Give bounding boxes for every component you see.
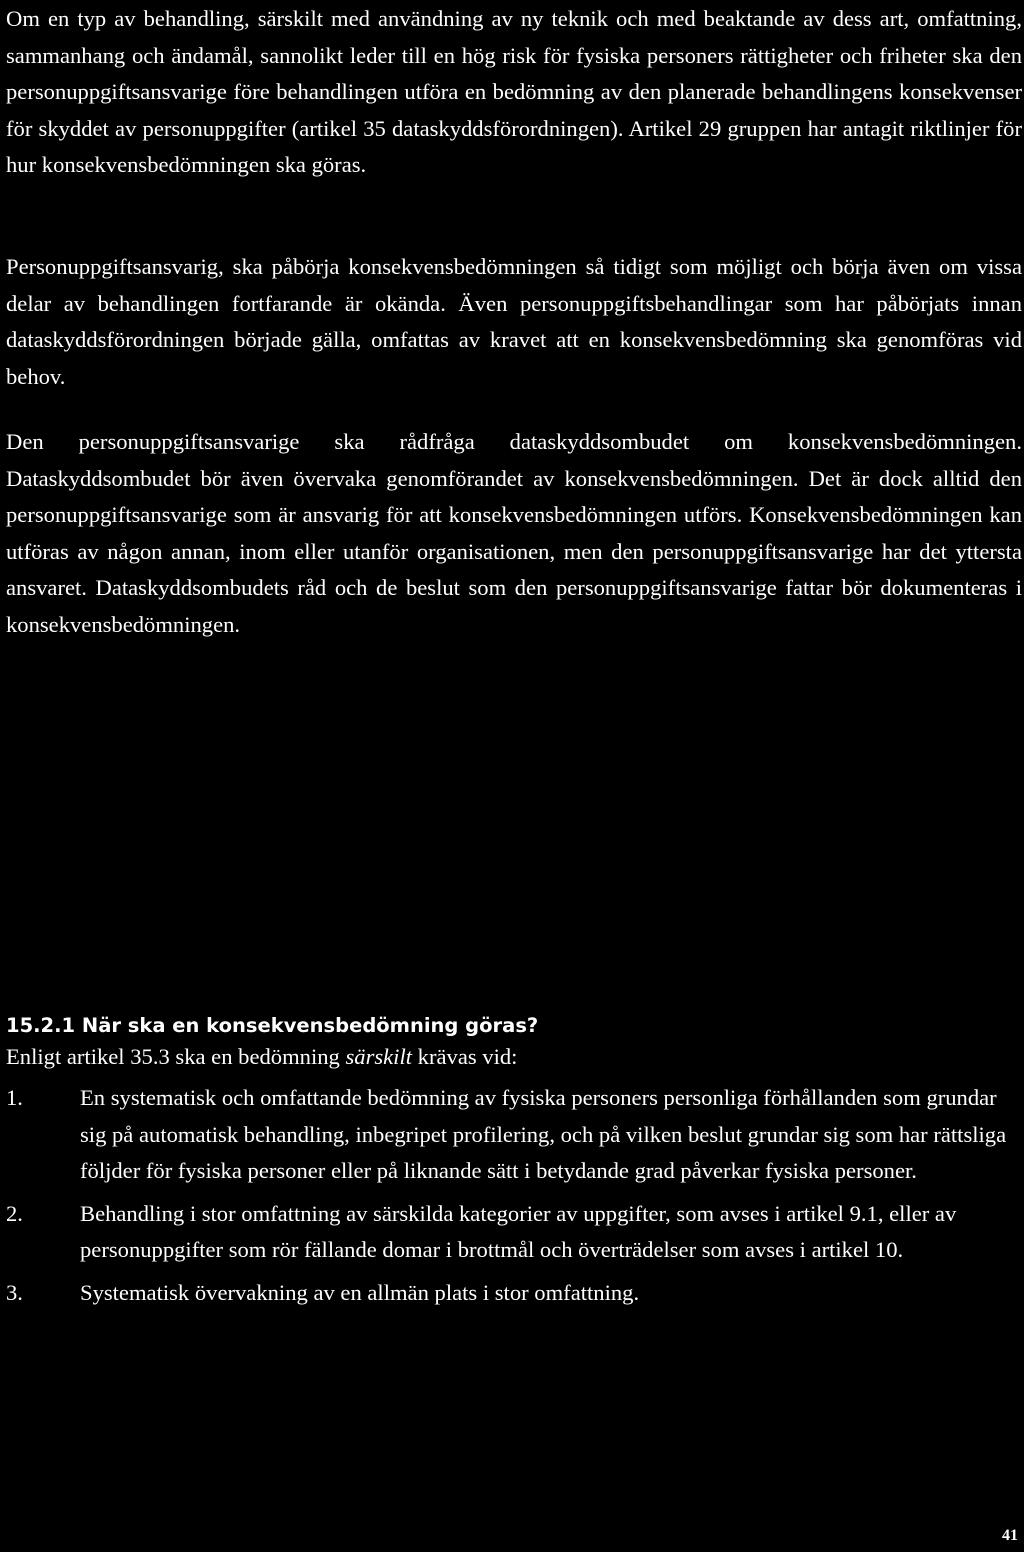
intro-text-before: Enligt artikel 35.3 ska en bedömning <box>6 1044 346 1069</box>
list-item <box>6 1196 1022 1269</box>
paragraph-start-early: Personuppgiftsansvarig, ska påbörja konsekvensbedömningen så tidigt som möjligt och börja även om vissa delar av behandlingen fortfarande är okända. Även personuppgiftsbehandlingar som har påbörjats innan dataskyddsförordningen började gälla, omfattas av kravet att en konsekvensbedömning ska genomföras vid behov. <box>6 254 1022 389</box>
list-item-text: Behandling i stor omfattning av särskilda kategorier av uppgifter, som avses i artikel 9.1, eller av personuppgifter som rör fällande domar i brottmål och överträdelser som avses i artikel 10. <box>80 1200 957 1262</box>
criteria-list <box>6 1080 1022 1317</box>
intro-emphasis: särskilt <box>345 1044 413 1069</box>
list-item-number: 2. <box>6 1200 23 1226</box>
page-number: 41 <box>1002 1527 1018 1544</box>
list-item-number: 1. <box>6 1085 23 1110</box>
intro-text-after: krävas vid: <box>412 1044 518 1069</box>
section-intro <box>6 1043 517 1071</box>
document-page <box>6 0 1022 1552</box>
list-item-text: En systematisk och omfattande bedömning av fysiska personers personliga förhållanden som grundar sig på automatisk behandling, inbegripet profilering, och på vilken beslut grundar sig som har rättsliga följder för fysiska personer eller på liknande sätt i betydande grad påverkar fysiska personer. <box>80 1085 1007 1183</box>
list-item <box>6 1275 1022 1312</box>
paragraph-data-protection-officer: Den personuppgiftsansvarige ska rådfråga dataskyddsombudet om konsekvensbedömningen. Dataskyddsombudet bör även övervaka genomförandet av konsekvensbedömningen. Det är dock alltid den personuppgiftsansvarige som är ansvarig för att konsekvensbedömningen utförs. Konsekvensbedömningen kan utföras av någon annan, inom eller utanför organisationen, men den personuppgiftsansvarige har det yttersta ansvaret. Dataskyddsombudets råd och de beslut som den personuppgiftsansvarige fattar bör dokumenteras i konsekvensbedömningen. <box>6 429 1022 637</box>
section-heading: 15.2.1 När ska en konsekvensbedömning göras? <box>6 1014 539 1037</box>
list-item-number: 3. <box>6 1279 23 1305</box>
paragraph-impact-assessment-requirement: Om en typ av behandling, särskilt med användning av ny teknik och med beaktande av dess art, omfattning, sammanhang och ändamål, sannolikt leder till en hög risk för fysiska personers rättigheter och friheter ska den personuppgiftsansvarige före behandlingen utföra en bedömning av den planerade behandlingens konsekvenser för skyddet av personuppgifter (artikel 35 dataskyddsförordningen). Artikel 29 gruppen har antagit riktlinjer för hur konsekvensbedömningen ska göras. <box>6 6 1022 177</box>
list-item <box>6 1080 1022 1190</box>
list-item-text: Systematisk övervakning av en allmän plats i stor omfattning. <box>80 1279 640 1305</box>
